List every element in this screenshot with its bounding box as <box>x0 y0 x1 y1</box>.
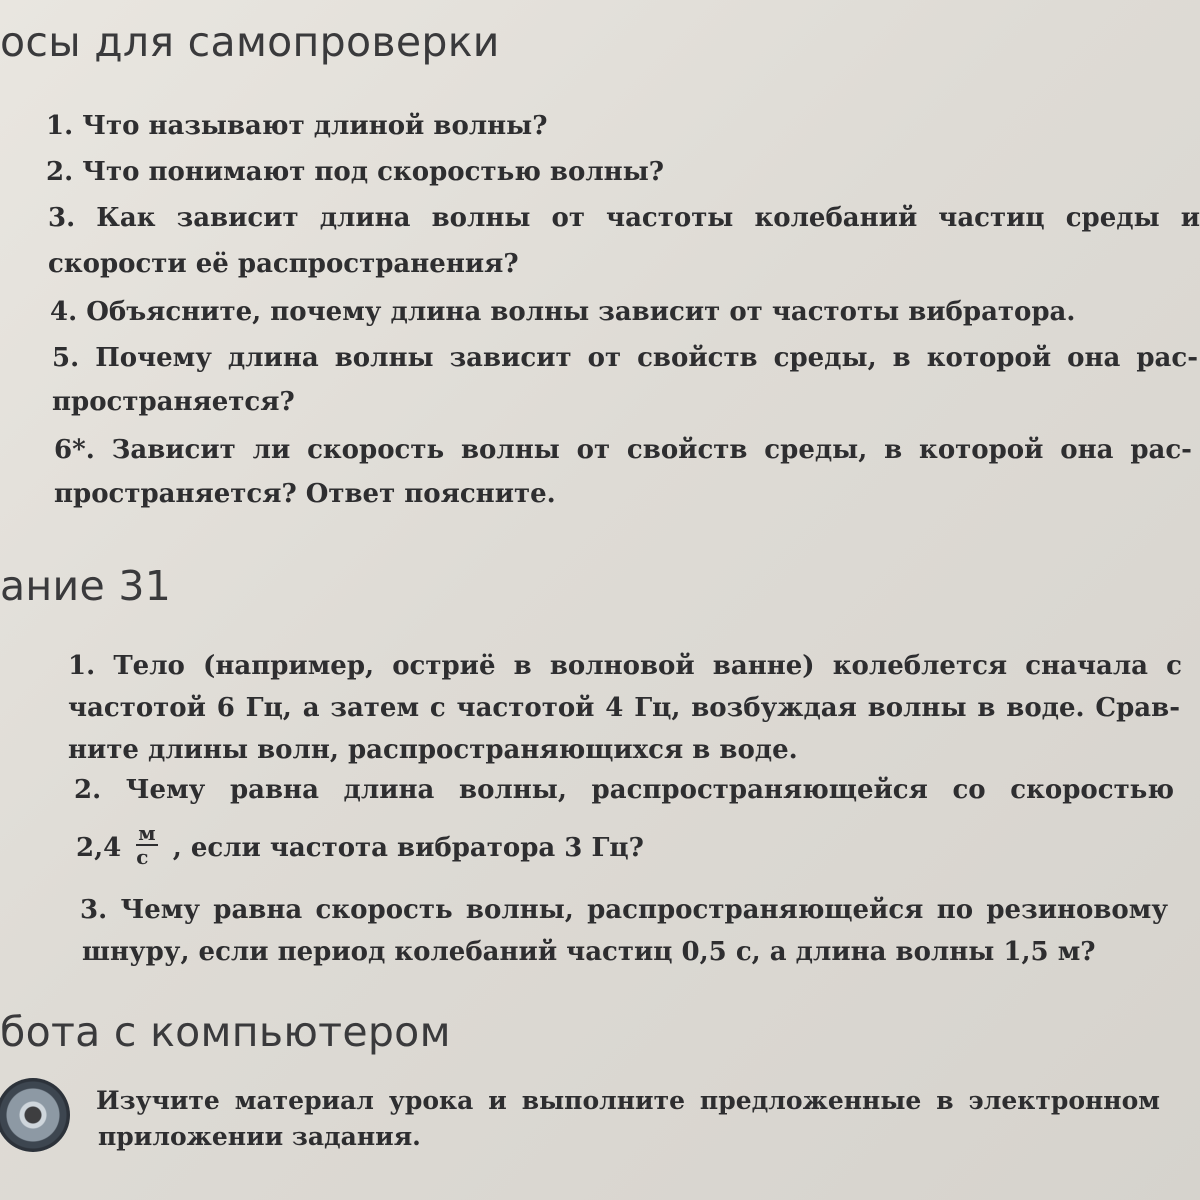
question-2-text: Что понимают под скоростью волны? <box>82 157 664 187</box>
self-check-heading: осы для самопроверки <box>0 18 500 66</box>
speed-unit-fraction <box>136 822 157 868</box>
task-1-number: 1. <box>68 651 96 681</box>
question-3-line-2: скорости её распространения? <box>48 249 519 279</box>
task-2-line-2 <box>76 821 1076 872</box>
question-5-number: 5. <box>52 343 80 373</box>
question-4 <box>50 290 1190 334</box>
cd-disc-icon <box>0 1078 70 1152</box>
question-1-number: 1. <box>46 111 74 141</box>
computer-task-line-2: приложении задания. <box>98 1122 421 1151</box>
question-6-number: 6*. <box>54 435 95 465</box>
question-1-text: Что называют длиной волны? <box>82 111 548 141</box>
question-4-text: Объясните, почему длина волны зависит от частоты вибратора. <box>86 297 1076 327</box>
question-3-line-1 <box>48 196 1200 240</box>
question-3-number: 3. <box>48 203 76 233</box>
task-1-line-3: ните длины волн, распространяющихся в воде. <box>68 735 798 765</box>
fraction-denominator: с <box>136 845 149 869</box>
question-2 <box>46 150 1176 194</box>
task-2-number: 2. <box>74 775 102 805</box>
question-5-text: Почему длина волны зависит от свойств среды, в которой она рас- <box>95 343 1199 373</box>
task-2-line-1 <box>74 768 1174 812</box>
question-6-line-1 <box>54 428 1192 472</box>
task-1-text: Тело (например, остриё в волновой ванне) колеблется сначала с <box>113 651 1182 681</box>
question-3-text: Как зависит длина волны от частоты колебаний частиц среды и <box>96 203 1200 233</box>
task-3-line-2: шнуру, если период колебаний частиц 0,5 с, а длина волны 1,5 м? <box>82 937 1096 967</box>
task-2-text: Чему равна длина волны, распространяющейся со скоростью <box>125 775 1174 805</box>
question-5-line-2: пространяется? <box>52 387 295 417</box>
computer-work-heading: бота с компьютером <box>0 1008 451 1056</box>
question-1 <box>46 104 1176 148</box>
question-6-line-2: пространяется? Ответ поясните. <box>54 479 556 509</box>
task-2-tail: , если частота вибратора 3 Гц? <box>172 833 644 863</box>
question-2-number: 2. <box>46 157 74 187</box>
task-3-text: Чему равна скорость волны, распространяющейся по резиновому <box>120 895 1168 925</box>
assignment-heading: ание 31 <box>0 562 172 610</box>
question-6-text: Зависит ли скорость волны от свойств среды, в которой она рас- <box>111 435 1192 465</box>
task-3-number: 3. <box>80 895 108 925</box>
computer-task-line-1: Изучите материал урока и выполните предложенные в электронном <box>96 1086 1160 1115</box>
question-5-line-1 <box>52 336 1198 380</box>
task-1-line-1 <box>68 644 1182 688</box>
task-2-value: 2,4 <box>76 833 122 863</box>
question-4-number: 4. <box>50 297 78 327</box>
fraction-numerator: м <box>138 821 156 845</box>
task-1-line-2: частотой 6 Гц, а затем с частотой 4 Гц, возбуждая волны в воде. Срав- <box>68 693 1180 723</box>
task-3-line-1 <box>80 888 1168 932</box>
